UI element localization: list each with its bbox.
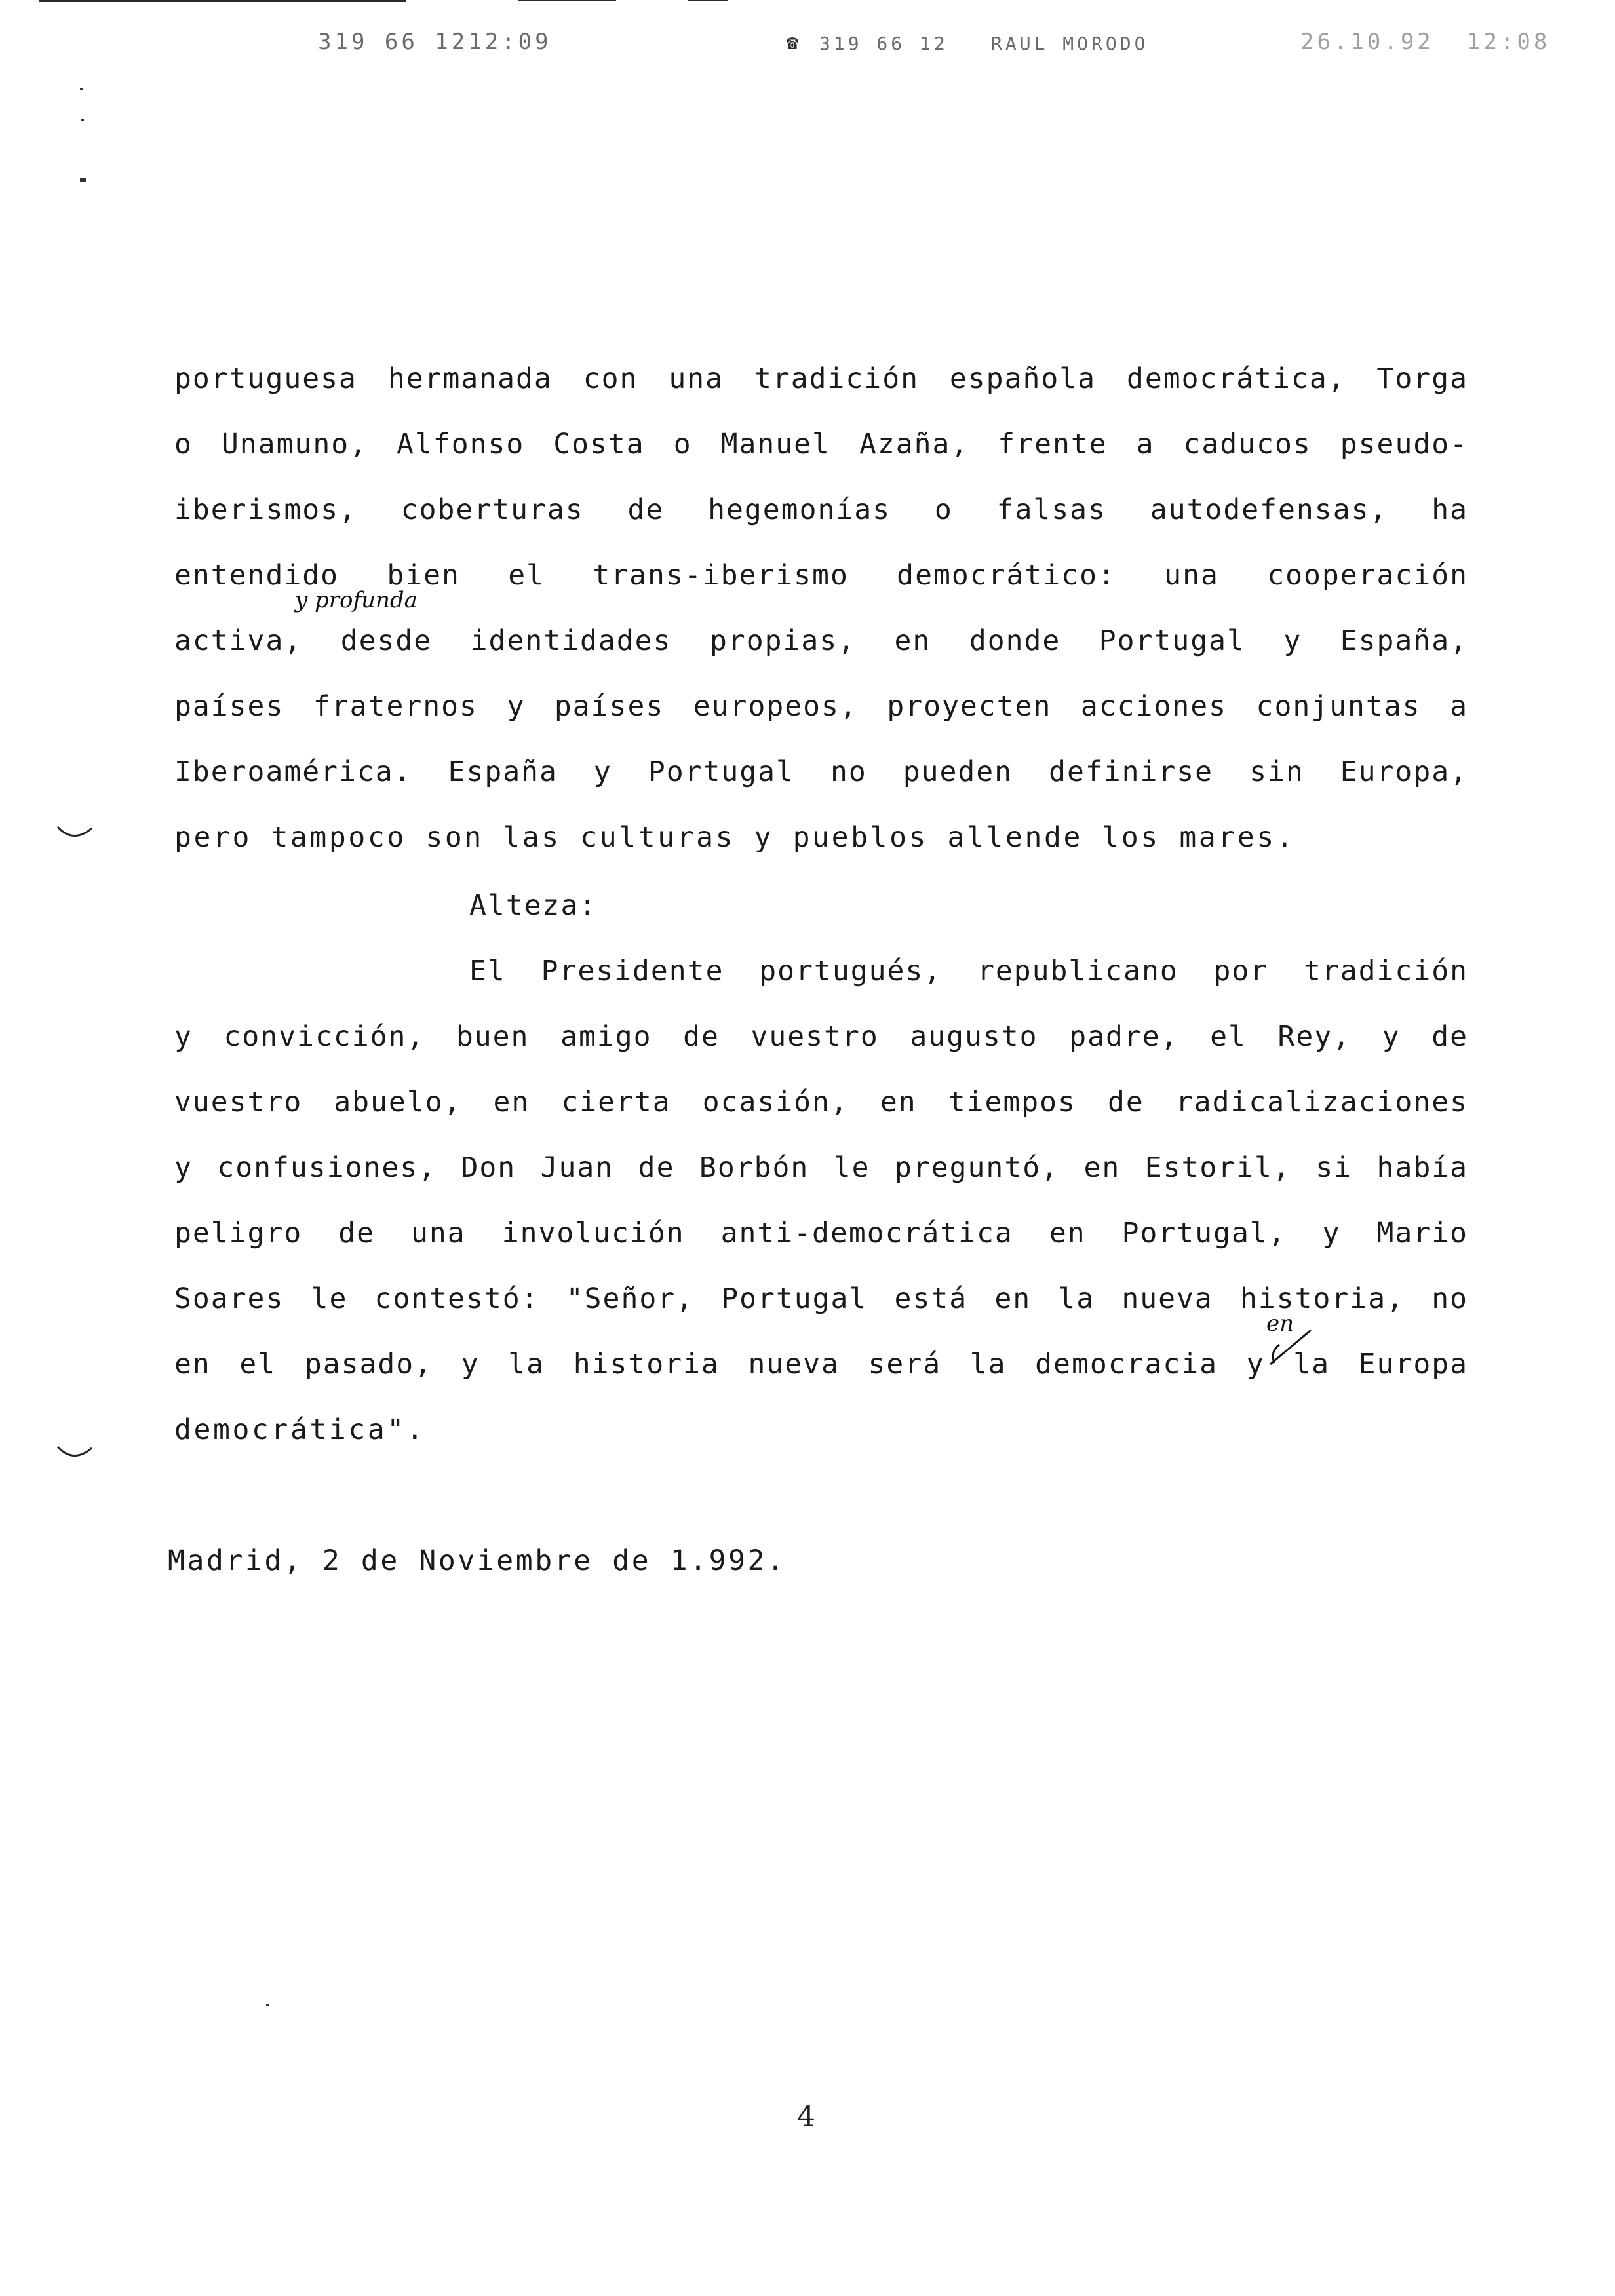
handwritten-insertion-profunda: y profunda	[295, 587, 418, 613]
stray-speck	[266, 2004, 269, 2006]
fax-sender-number: 319 66 1212:09	[318, 29, 552, 55]
margin-speck	[80, 88, 83, 90]
margin-speck	[81, 119, 84, 121]
top-rule-right	[688, 0, 728, 1]
salutation: Alteza:	[469, 889, 598, 922]
body-line-5: activa, desde identidades propias, en donde Portugal y España,	[174, 624, 1468, 657]
body-line-3: iberismos, coberturas de hegemonías o falsas autodefensas, ha	[174, 493, 1468, 526]
fax-recipient-name: RAUL MORODO	[991, 33, 1149, 54]
para2-line-2: y convicción, buen amigo de vuestro augusto padre, el Rey, y de	[174, 1020, 1468, 1053]
margin-bracket-mark	[55, 1442, 94, 1465]
body-line-8: pero tampoco son las culturas y pueblos allende los mares.	[174, 821, 1296, 854]
body-line-7: Iberoamérica. España y Portugal no pueden definirse sin Europa,	[174, 756, 1468, 788]
para2-line-5: peligro de una involución anti-democrática en Portugal, y Mario	[174, 1217, 1468, 1250]
page-number: 4	[797, 2100, 815, 2133]
top-rule-left	[39, 0, 406, 2]
fax-time: 12:08	[1467, 29, 1551, 55]
para2-line-8: democrática".	[174, 1413, 426, 1446]
fax-recipient-number: 319 66 12	[819, 33, 948, 54]
margin-speck	[80, 178, 86, 182]
phone-icon: ☎	[787, 31, 802, 54]
para2-line-6: Soares le contestó: "Señor, Portugal está en la nueva historia, no	[174, 1282, 1468, 1315]
handwritten-insertion-en: en	[1266, 1311, 1294, 1337]
top-rule-middle	[518, 0, 616, 1]
para2-line-3: vuestro abuelo, en cierta ocasión, en tiempos de radicalizaciones	[174, 1086, 1468, 1119]
body-line-4: entendido bien el trans-iberismo democrático: una cooperación	[174, 559, 1468, 592]
margin-bracket-mark	[55, 822, 94, 845]
fax-date: 26.10.92	[1300, 29, 1434, 55]
body-line-2: o Unamuno, Alfonso Costa o Manuel Azaña, frente a caducos pseudo-	[174, 428, 1468, 461]
body-line-1: portuguesa hermanada con una tradición española democrática, Torga	[174, 362, 1468, 395]
closing-date-line: Madrid, 2 de Noviembre de 1.992.	[168, 1544, 787, 1577]
body-line-6: países fraternos y países europeos, proyecten acciones conjuntas a	[174, 690, 1468, 723]
para2-line-1: El Presidente portugués, republicano por tradición	[469, 955, 1468, 987]
para2-line-7: en el pasado, y la historia nueva será la democracia y la Europa	[174, 1348, 1468, 1381]
para2-line-4: y confusiones, Don Juan de Borbón le preguntó, en Estoril, si había	[174, 1151, 1468, 1184]
